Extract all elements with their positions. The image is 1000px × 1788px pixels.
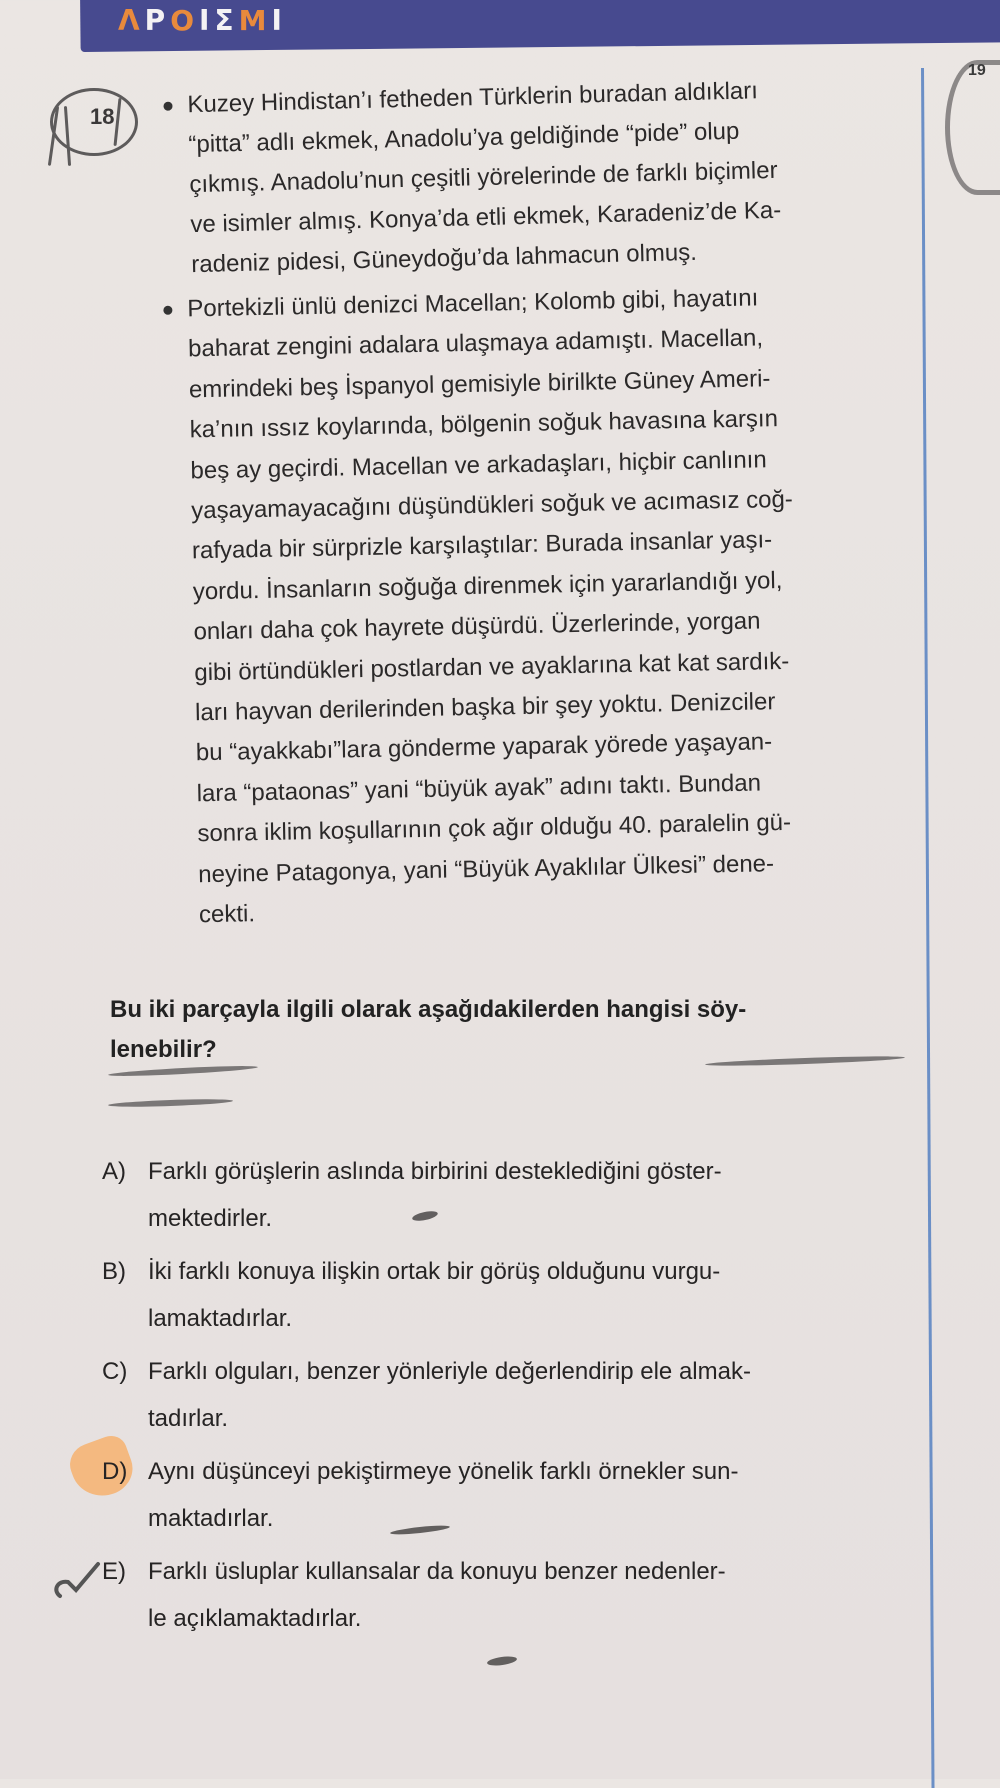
bullet-icon (163, 306, 172, 315)
text-line: bu “ayakkabı”lara gönderme yaparak yörede yaşayan- (195, 728, 773, 767)
text-line: çıkmış. Anadolu’nun çeşitli yörelerinde de farklı biçimler (189, 156, 778, 199)
question-number: 18 (90, 104, 115, 129)
option-text: maktadırlar. (148, 1505, 274, 1532)
text-line: ve isimler almış. Konya’da etli ekmek, Karadeniz’de Ka- (190, 196, 782, 239)
text-line: gibi örtündükleri postlardan ve ayaklarına kat kat sardık- (194, 647, 790, 686)
bullet-paragraph (155, 67, 920, 286)
text-line: yordu. İnsanların soğuğa direnmek için yararlandığı yol, (192, 566, 783, 606)
text-line: onları daha çok hayrete düşürdü. Üzerlerinde, yorgan (193, 607, 761, 646)
text-line: yaşayamayacağını düşündükleri soğuk ve acımasız coğ- (190, 485, 794, 525)
text-line: emrindeki beş İspanyol gemisiyle birilkte Güney Ameri- (188, 365, 771, 404)
question-line: Bu iki parçayla ilgili olarak aşağıdakilerden hangisi söy- (110, 996, 747, 1023)
option-b[interactable] (102, 1248, 922, 1342)
text-line: beş ay geçirdi. Macellan ve arkadaşları, hiçbir canlının (190, 445, 767, 484)
text-line: lara “pataonas” yani “büyük ayak” adını taktı. Bundan (196, 769, 762, 808)
pen-dash-mark (487, 1655, 518, 1667)
option-a[interactable] (102, 1148, 922, 1242)
option-text: Farklı olguları, benzer yönleriyle değerlendirip ele almak- (148, 1358, 751, 1385)
text-line: baharat zengini adalara ulaşmaya adamıştı. Macellan, (187, 324, 764, 363)
text-line: neyine Patagonya, yani “Büyük Ayaklılar Ülkesi” dene- (197, 849, 775, 888)
text-line: ları hayvan derilerinden başka bir şey yoktu. Denizciler (194, 688, 776, 727)
logo-letter: Ι (199, 4, 210, 37)
text-line: Portekizli ünlü denizci Macellan; Kolomb gibi, hayatını (187, 284, 759, 323)
logo-letter: Ρ (144, 4, 166, 37)
question-number-badge (40, 88, 132, 158)
text-line: “pitta” adlı ekmek, Anadolu’ya geldiğinde “pide” olup (188, 117, 740, 159)
paragraph-text (187, 67, 920, 285)
paragraph-text (187, 275, 927, 935)
option-text: Farklı üsluplar kullansalar da konuyu benzer nedenler- (148, 1558, 726, 1585)
bullet-icon (163, 102, 172, 111)
pencil-underline (108, 1098, 233, 1108)
option-d[interactable] (102, 1448, 922, 1542)
text-line: rafyada bir sürprizle karşılaştılar: Burada insanlar yaşı- (191, 526, 773, 565)
option-c[interactable] (102, 1348, 922, 1442)
option-text: Farklı görüşlerin aslında birbirini desteklediğini göster- (148, 1158, 722, 1185)
text-line: Kuzey Hindistan’ı fetheden Türklerin buradan aldıkları (187, 77, 759, 119)
option-text: le açıklamaktadırlar. (148, 1605, 362, 1632)
option-letter: A) (102, 1158, 126, 1185)
question-line: lenebilir? (110, 1036, 217, 1063)
option-text: Aynı düşünceyi pekiştirmeye yönelik farklı örnekler sun- (148, 1458, 739, 1485)
logo-letter: Λ (118, 4, 140, 37)
option-letter: D) (102, 1458, 128, 1485)
option-text: mektedirler. (148, 1205, 273, 1232)
option-e[interactable] (102, 1548, 922, 1642)
bullet-paragraph (155, 275, 927, 936)
option-letter: E) (102, 1558, 126, 1585)
logo-letter: O (170, 4, 195, 37)
logo-letter: M (238, 4, 267, 37)
logo-letter: Σ (214, 4, 234, 37)
publisher-logo (118, 6, 282, 36)
column-divider (921, 68, 935, 1788)
option-text: lamaktadırlar. (148, 1305, 293, 1332)
pencil-check-icon (50, 1560, 102, 1606)
text-line: sonra iklim koşullarının çok ağır olduğu 40. paralelin gü- (197, 809, 792, 848)
handwritten-bracket (945, 60, 1000, 195)
next-question-number: 19 (968, 62, 986, 79)
passage-2 (155, 275, 927, 936)
option-text: tadırlar. (148, 1405, 229, 1432)
option-letter: C) (102, 1358, 128, 1385)
text-line: ka’nın ıssız koylarında, bölgenin soğuk havasına karşın (189, 405, 779, 444)
option-letter: B) (102, 1258, 126, 1285)
text-line: cekti. (198, 900, 256, 929)
option-text: İki farklı konuya ilişkin ortak bir görüş olduğunu vurgu- (148, 1258, 721, 1285)
logo-letter: Ι (271, 4, 282, 37)
text-line: radeniz pidesi, Güneydoğu’da lahmacun olmuş. (191, 238, 698, 279)
answer-options (102, 1148, 922, 1648)
passage-1 (155, 67, 920, 286)
